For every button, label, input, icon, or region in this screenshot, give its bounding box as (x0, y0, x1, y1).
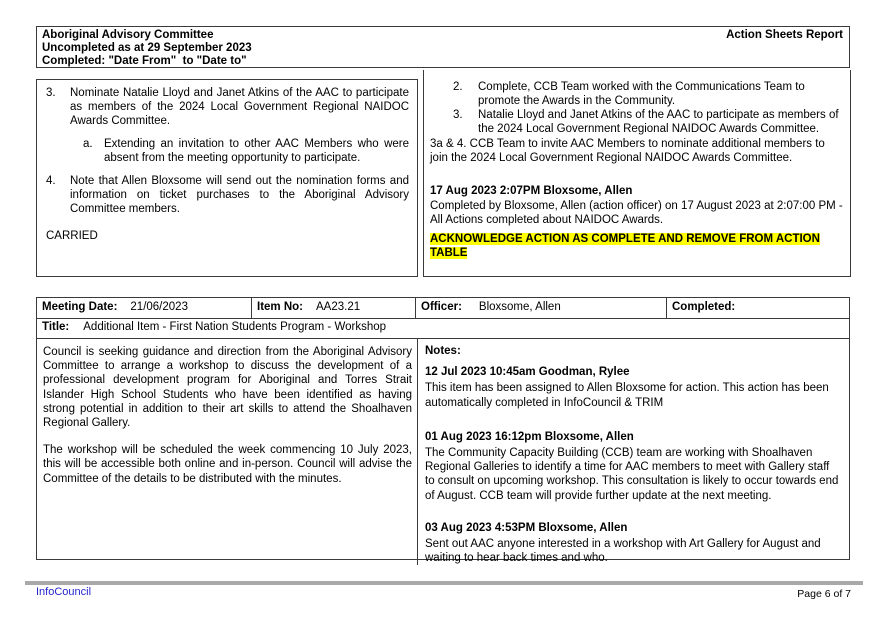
footer-divider (25, 581, 863, 585)
note-entry (425, 430, 841, 503)
item-number: 3. (46, 87, 56, 99)
combined-action-note: 3a & 4. CCB Team to invite AAC Members to nominate additional members to join the 2024 Local Government Regional NAIDOC Awards Committee. (430, 138, 825, 164)
meeting-info-row (36, 297, 850, 319)
officer-cell (416, 298, 667, 318)
item-number: a. (83, 138, 93, 150)
description-paragraph: Council is seeking guidance and direction from the Aboriginal Advisory Committee to arrange a workshop to discuss the development of a professional development program for Aboriginal and Torres Strait Islander High School Students who have been identified as having strong potential in addition to their art skills to attend the Shoalhaven Regional Gallery. (43, 346, 412, 430)
committee-name: Aboriginal Advisory Committee (42, 29, 214, 41)
title-row (36, 318, 850, 339)
note-heading: 03 Aug 2023 4:53PM Bloxsome, Allen (425, 521, 628, 534)
note-text: Sent out AAC anyone interested in a workshop with Art Gallery for August and waiting to hear back times and who. (425, 538, 821, 565)
resolution-sub-item (83, 137, 409, 165)
officer-label: Officer: (421, 301, 462, 313)
report-header (36, 26, 850, 68)
completed-range-line: Completed: "Date From" to "Date to" (42, 54, 247, 67)
action-entry-text: Completed by Bloxsome, Allen (action officer) on 17 August 2023 at 2:07:00 PM - All Actions completed about NAIDOC Awards. (430, 200, 843, 226)
item-description-cell (37, 338, 418, 565)
meeting-date-cell (37, 298, 252, 318)
completed-label: Completed: (672, 301, 736, 313)
meeting-date-value: 21/06/2023 (130, 301, 188, 313)
item-no-label: Item No: (257, 301, 303, 313)
note-heading: 12 Jul 2023 10:45am Goodman, Rylee (425, 366, 630, 379)
item-text: Nominate Natalie Lloyd and Janet Atkins of the AAC to participate as members of the 2024 Local Government Regional NAIDOC Awards Committee. (70, 87, 409, 127)
resolution-item (46, 174, 409, 216)
notes-label: Notes: (425, 345, 461, 357)
item-number: 4. (46, 175, 56, 187)
title-value: Additional Item - First Nation Students Program - Workshop (83, 321, 387, 333)
carried-label: CARRIED (46, 230, 98, 242)
notes-cell (418, 338, 849, 565)
item-body-row (36, 338, 850, 565)
note-heading: 01 Aug 2023 16:12pm Bloxsome, Allen (425, 430, 634, 443)
item-number: 3. (453, 109, 463, 121)
note-text: This item has been assigned to Allen Bloxsome for action. This action has been automatically completed in InfoCouncil & TRIM (425, 382, 829, 409)
item-text: Natalie Lloyd and Janet Atkins of the AAC to participate as members of the 2024 Local Government Regional NAIDOC Awards Committee. (478, 109, 839, 135)
action-entry-heading: 17 Aug 2023 2:07PM Bloxsome, Allen (430, 185, 633, 197)
resolution-panel (36, 79, 418, 277)
item-number: 2. (453, 81, 463, 93)
footer-brand: InfoCouncil (36, 586, 92, 598)
acknowledge-highlight: ACKNOWLEDGE ACTION AS COMPLETE AND REMOVE FROM ACTION TABLE (430, 233, 820, 259)
note-list-item (430, 108, 843, 136)
uncompleted-line: Uncompleted as at 29 September 2023 (42, 41, 252, 54)
resolution-item (46, 86, 409, 128)
report-title: Action Sheets Report (726, 29, 843, 41)
officer-value: Bloxsome, Allen (478, 301, 561, 313)
item-no-cell (252, 298, 416, 318)
completed-cell (667, 298, 849, 318)
item-text: Note that Allen Bloxsome will send out the nomination forms and information on ticket purchases to the Aboriginal Advisory Committee members. (70, 175, 409, 215)
note-entry (425, 365, 841, 410)
meeting-date-label: Meeting Date: (42, 301, 118, 313)
note-entry (425, 521, 841, 566)
report-header-left (42, 29, 252, 67)
notes-panel-continued (423, 70, 851, 277)
note-list-item (430, 80, 843, 108)
description-paragraph: The workshop will be scheduled the week commencing 10 July 2023, this will be accessible both online and in-person. Council will advise the Committee of the details to be distributed with the minutes. (43, 444, 412, 485)
footer-page-number: Page 6 of 7 (797, 588, 851, 600)
note-text: The Community Capacity Building (CCB) team are working with Shoalhaven Regional Galleries to identify a time for AAC members to meet with Gallery staff to consult on upcoming workshop. This consultation is likely to occur towards end of August. CCB team will provide further update at the next meeting. (425, 447, 839, 502)
item-no-value: AA23.21 (316, 301, 361, 313)
item-text: Extending an invitation to other AAC Members who were absent from the meeting opportunity to participate. (104, 138, 409, 164)
title-label: Title: (42, 321, 70, 333)
acknowledge-highlight-wrap (430, 232, 843, 260)
item-text: Complete, CCB Team worked with the Communications Team to promote the Awards in the Community. (478, 81, 805, 107)
